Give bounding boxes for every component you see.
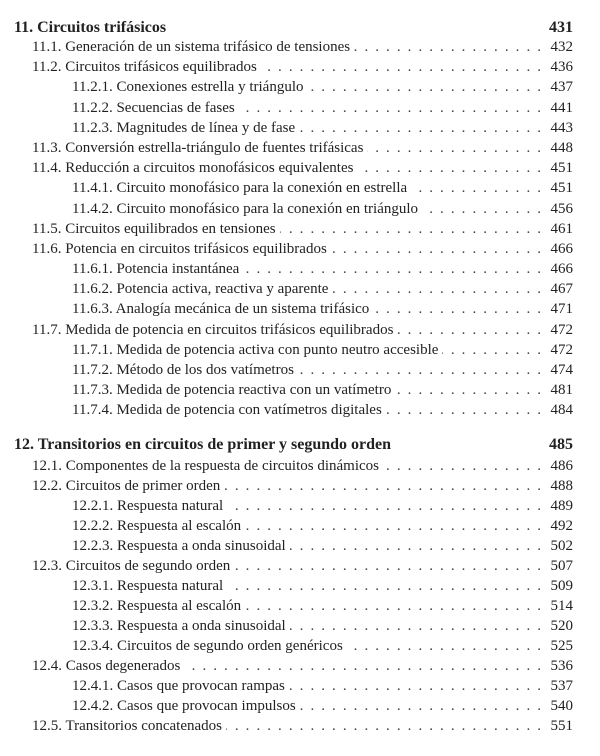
entry-page: 502 — [550, 538, 573, 554]
dot-leader — [367, 138, 541, 158]
entry-page: 432 — [550, 39, 573, 55]
dot-leader — [386, 400, 541, 420]
entry-page: 448 — [550, 139, 573, 156]
entry-label: 11.7.2. Método de los dos vatímetros — [72, 362, 294, 378]
entry-label: 11.7.3. Medida de potencia reactiva con un vatímetro — [72, 382, 392, 399]
toc-entry[interactable] — [0, 400, 600, 420]
toc-entry[interactable] — [0, 676, 600, 696]
dot-leader — [280, 219, 541, 239]
entry-label: 11.4.2. Circuito monofásico para la conexión en triángulo — [72, 200, 419, 217]
dot-leader — [300, 696, 541, 716]
entry-label: 12.1. Componentes de la respuesta de circuitos dinámicos — [32, 458, 379, 474]
dot-leader — [289, 676, 541, 696]
entry-label: 11.7.1. Medida de potencia activa con punto neutro accesible — [72, 341, 439, 358]
entry-label: 12.4.2. Casos que provocan impulsos — [72, 698, 296, 714]
entry-label: 11.2.3. Magnitudes de línea y de fase — [72, 119, 296, 136]
dot-leader — [354, 37, 541, 57]
entry-page: 514 — [550, 598, 573, 614]
toc-entry[interactable] — [0, 596, 600, 616]
toc-entry[interactable] — [0, 456, 600, 476]
chapter-heading[interactable] — [14, 18, 573, 38]
chapter-heading[interactable] — [14, 435, 573, 455]
entry-page: 484 — [550, 402, 573, 419]
dot-leader — [411, 178, 541, 198]
entry-page: 441 — [550, 99, 573, 116]
entry-page: 451 — [550, 160, 573, 177]
dot-leader — [347, 636, 541, 656]
entry-page: 466 — [550, 240, 573, 257]
entry-label: 11.4.1. Circuito monofásico para la conexión en estrella — [72, 180, 408, 197]
entry-page: 437 — [550, 79, 573, 96]
entry-label: 12.2.1. Respuesta natural — [72, 498, 224, 514]
toc-entry[interactable] — [0, 77, 600, 97]
dot-leader — [422, 199, 541, 219]
entry-page: 520 — [550, 618, 573, 634]
toc-entry[interactable] — [0, 516, 600, 536]
toc-entry[interactable] — [0, 536, 600, 556]
chapter-page: 431 — [549, 19, 573, 36]
entry-label: 11.7. Medida de potencia en circuitos trifásicos equilibrados — [32, 321, 394, 338]
entry-label: 12.5. Transitorios concatenados — [32, 718, 222, 734]
dot-leader — [299, 118, 541, 138]
toc-entry[interactable] — [0, 98, 600, 118]
dot-leader — [245, 516, 541, 536]
dot-leader — [227, 576, 541, 596]
toc-entry[interactable] — [0, 576, 600, 596]
entry-page: 551 — [550, 718, 573, 734]
toc-entry[interactable] — [0, 199, 600, 219]
chapter-11-entries — [0, 37, 600, 421]
entry-page: 443 — [550, 119, 573, 136]
dot-leader — [239, 98, 541, 118]
entry-page: 509 — [550, 578, 573, 594]
toc-entry[interactable] — [0, 279, 600, 299]
toc-entry[interactable] — [0, 716, 600, 736]
toc-entry[interactable] — [0, 118, 600, 138]
dot-leader — [397, 320, 541, 340]
entry-page: 474 — [550, 362, 573, 378]
dot-leader — [332, 279, 541, 299]
dot-leader — [234, 556, 541, 576]
dot-leader — [227, 496, 541, 516]
entry-label: 11.6. Potencia en circuitos trifásicos equilibrados — [32, 240, 327, 257]
toc-entry[interactable] — [0, 57, 600, 77]
toc-entry[interactable] — [0, 380, 600, 400]
entry-label: 12.4.1. Casos que provocan rampas — [72, 678, 285, 694]
dot-leader — [290, 536, 541, 556]
toc-entry[interactable] — [0, 496, 600, 516]
entry-page: 537 — [550, 678, 573, 694]
entry-page: 456 — [550, 200, 573, 217]
entry-page: 489 — [550, 498, 573, 514]
toc-entry[interactable] — [0, 360, 600, 380]
dot-leader — [224, 476, 541, 496]
toc-entry[interactable] — [0, 340, 600, 360]
entry-page: 467 — [550, 281, 573, 298]
toc-entry[interactable] — [0, 37, 600, 57]
entry-page: 507 — [550, 558, 573, 574]
entry-page: 540 — [550, 698, 573, 714]
dot-leader — [298, 360, 541, 380]
toc-entry[interactable] — [0, 476, 600, 496]
chapter-12-entries — [0, 456, 600, 736]
entry-label: 11.2.1. Conexiones estrella y triángulo — [72, 79, 304, 96]
entry-label: 11.6.1. Potencia instantánea — [72, 261, 240, 278]
entry-label: 11.3. Conversión estrella-triángulo de fuentes trifásicas — [32, 139, 364, 156]
toc-entry[interactable] — [0, 299, 600, 319]
dot-leader — [226, 716, 541, 736]
entry-page: 492 — [550, 518, 573, 534]
toc-entry[interactable] — [0, 239, 600, 259]
entry-label: 12.3.2. Respuesta al escalón — [72, 598, 242, 614]
entry-label: 11.1. Generación de un sistema trifásico de tensiones — [32, 39, 351, 55]
chapter-title: 11. Circuitos trifásicos — [14, 19, 167, 36]
toc-entry[interactable] — [0, 158, 600, 178]
dot-leader — [290, 616, 541, 636]
dot-leader — [307, 77, 541, 97]
toc-entry[interactable] — [0, 636, 600, 656]
toc-entry[interactable] — [0, 696, 600, 716]
entry-label: 12.3. Circuitos de segundo orden — [32, 558, 231, 574]
entry-page: 471 — [550, 301, 573, 318]
toc-entry[interactable] — [0, 616, 600, 636]
dot-leader — [373, 299, 541, 319]
dot-leader — [383, 456, 541, 476]
entry-label: 11.2. Circuitos trifásicos equilibrados — [32, 59, 257, 76]
entry-page: 488 — [550, 478, 573, 494]
entry-page: 525 — [550, 638, 573, 654]
toc-entry[interactable] — [0, 138, 600, 158]
dot-leader — [357, 158, 541, 178]
entry-label: 11.6.3. Analogía mecánica de un sistema trifásico — [72, 301, 370, 318]
entry-label: 12.4. Casos degenerados — [32, 658, 181, 674]
entry-page: 451 — [550, 180, 573, 197]
chapter-title: 12. Transitorios en circuitos de primer y segundo orden — [14, 436, 392, 453]
entry-page: 536 — [550, 658, 573, 674]
entry-label: 11.4. Reducción a circuitos monofásicos equivalentes — [32, 160, 354, 177]
dot-leader — [442, 340, 541, 360]
entry-page: 436 — [550, 59, 573, 76]
toc-entry[interactable] — [0, 259, 600, 279]
entry-page: 472 — [550, 321, 573, 338]
entry-label: 11.6.2. Potencia activa, reactiva y aparente — [72, 281, 329, 298]
entry-label: 11.2.2. Secuencias de fases — [72, 99, 235, 116]
dot-leader — [261, 57, 541, 77]
entry-page: 466 — [550, 261, 573, 278]
toc-entry[interactable] — [0, 656, 600, 676]
entry-label: 12.2.3. Respuesta a onda sinusoidal — [72, 538, 286, 554]
dot-leader — [243, 259, 541, 279]
entry-page: 486 — [550, 458, 573, 474]
toc-entry[interactable] — [0, 556, 600, 576]
entry-label: 12.3.3. Respuesta a onda sinusoidal — [72, 618, 286, 634]
entry-label: 12.3.1. Respuesta natural — [72, 578, 224, 594]
entry-label: 11.7.4. Medida de potencia con vatímetros digitales — [72, 402, 382, 419]
entry-label: 12.3.4. Circuitos de segundo orden genéricos — [72, 638, 343, 654]
toc-entry[interactable] — [0, 320, 600, 340]
entry-label: 12.2. Circuitos de primer orden — [32, 478, 221, 494]
dot-leader — [331, 239, 541, 259]
entry-page: 481 — [550, 382, 573, 399]
dot-leader — [395, 380, 541, 400]
entry-label: 11.5. Circuitos equilibrados en tensiones — [32, 220, 276, 237]
entry-label: 12.2.2. Respuesta al escalón — [72, 518, 242, 534]
dot-leader — [245, 596, 541, 616]
chapter-page: 485 — [549, 436, 573, 453]
dot-leader — [184, 656, 541, 676]
entry-page: 461 — [550, 220, 573, 237]
toc-entry[interactable] — [0, 178, 600, 198]
toc-entry[interactable] — [0, 219, 600, 239]
entry-page: 472 — [550, 341, 573, 358]
